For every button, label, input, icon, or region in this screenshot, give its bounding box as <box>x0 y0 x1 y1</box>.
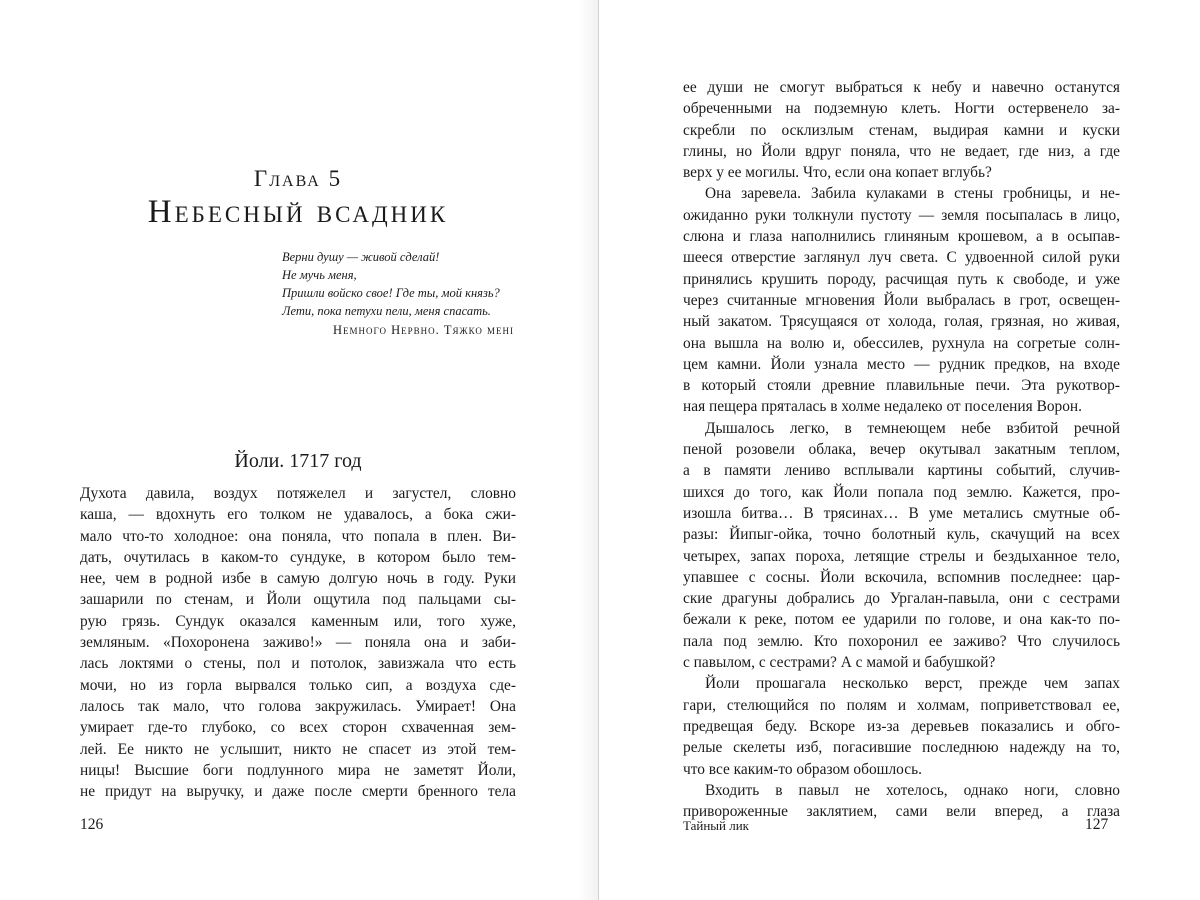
text-line: бежали к реке, потом ее ударили по голове, и она как-то по- <box>683 611 1120 629</box>
text-line: а в памяти лениво всплывали картины событий, случив- <box>683 462 1120 480</box>
text-line: лей. Ее никто не услышит, никто не спасет из этой тем- <box>80 740 516 758</box>
text-line: земляным. «Похоронена заживо!» — поняла она и заби- <box>80 634 516 652</box>
text-line: лась локтями о стены, пол и потолок, завизжала что есть <box>80 655 516 673</box>
left-page <box>0 0 598 900</box>
epigraph <box>282 248 514 339</box>
text-line: упавшее с сосны. Йоли вскочила, вспомнив последнее: цар- <box>683 568 1120 586</box>
text-line: Дышалось легко, в темнеющем небе взбитой речной <box>705 419 1120 437</box>
text-line: Духота давила, воздух потяжелел и загустел, словно <box>80 485 516 502</box>
chapter-title: Небесный всадник <box>147 194 449 230</box>
text-line: обреченными на подземную клеть. Ногти остервенело за- <box>683 100 1120 118</box>
text-line: через считанные мгновения Йоли выбралась в грот, освещен- <box>683 291 1120 309</box>
epigraph-line: Верни душу — живой сделай! <box>282 250 440 264</box>
text-line: что все каким-то образом обошлось. <box>683 760 922 778</box>
page-number-left: 126 <box>80 816 104 833</box>
text-line: принялись крушить породу, расчищая путь к свободе, и уже <box>683 270 1120 288</box>
text-line: рую грязь. Сундук оказался каменным или, того хуже, <box>80 612 516 630</box>
chapter-number: Глава 5 <box>253 166 343 191</box>
text-line: пала под землю. Кто похоронил ее заживо? Что случилось <box>683 632 1120 650</box>
text-line: каша, — вдохнуть его толком не удавалось, а бока сжи- <box>80 506 516 524</box>
running-head: Тайный лик <box>683 818 750 833</box>
text-line: гари, стелющийся по полям и холмам, поприветствовал ее, <box>683 696 1120 714</box>
text-line: дать, очутилась в каком-то сундуке, в котором было тем- <box>80 548 516 566</box>
text-line: шееся отверстие заглянул луч света. С удвоенной силой руки <box>683 249 1120 267</box>
text-line: четырех, запах пороха, летящие стрелы и бездыханное тело, <box>683 547 1120 565</box>
page-number-right: 127 <box>1085 816 1109 833</box>
text-line: изошла битва… В трясинах… В уме метались смутные об- <box>683 504 1120 522</box>
text-line: глины, но Йоли вдруг поняла, что не ведает, где низ, а где <box>683 142 1120 160</box>
text-line: ный закатом. Трясущаяся от холода, голая, грязная, но живая, <box>683 313 1120 331</box>
text-line: предвещая беду. Вскоре из-за деревьев показались и обго- <box>683 717 1120 735</box>
epigraph-line: Не мучь меня, <box>282 268 357 282</box>
text-line: шихся до того, как Йоли попала под землю. Кажется, про- <box>683 483 1120 501</box>
text-line: ские драгуны добрались до Ургалан-павыла, они с сестрами <box>683 590 1120 608</box>
gutter-divider <box>598 0 599 900</box>
text-line: слюна и глаза наполнились глиняным крошевом, а в осыпав- <box>683 228 1120 246</box>
text-line: Входить в павыл не хотелось, однако ноги, словно <box>705 781 1120 799</box>
gutter-shadow <box>578 0 598 900</box>
right-body-text <box>683 77 1120 822</box>
epigraph-source: Немного Нервно. Тяжко мені <box>332 323 514 337</box>
text-line: верх у ее могилы. Что, если она копает вглубь? <box>683 164 992 182</box>
text-line: умирает где-то глубоко, со всех сторон схваченная зем- <box>80 719 516 737</box>
text-line: пеной розовели облака, вечер окутывал закатным теплом, <box>683 441 1120 459</box>
text-line: Она заревела. Забила кулаками в стены гробницы, и не- <box>705 185 1120 203</box>
epigraph-line: Лети, пока петухи пели, меня спасать. <box>282 304 491 318</box>
text-line: цем камни. Йоли узнала место — рудник предков, на входе <box>683 355 1120 373</box>
text-line: она вышла на волю и, обессилев, рухнула на согретые солн- <box>683 334 1120 352</box>
text-line: нее, чем в родной избе в самую долгую ночь в году. Руки <box>80 570 516 588</box>
epigraph-line: Пришли войско свое! Где ты, мой князь? <box>282 286 500 300</box>
text-line: в который стояли древние плавильные печи. Эта рукотвор- <box>683 377 1120 395</box>
text-line: лалось так мало, что голова закружилась. Умирает! Она <box>80 697 516 715</box>
text-line: ная пещера пряталась в холме недалеко от поселения Ворон. <box>683 398 1083 416</box>
text-line: скребли по осклизлым стенам, выдирая камни и куски <box>683 121 1120 139</box>
text-line: ее души не смогут выбраться к небу и навечно останутся <box>683 79 1120 96</box>
text-line: привороженные заклятием, сами вели вперед, а глаза <box>683 803 1120 821</box>
text-line: мало что-то холодное: она поняла, что попала в плен. Ви- <box>80 527 516 545</box>
text-line: релые скелеты изб, погасившие последнюю надежду на то, <box>683 739 1120 757</box>
text-line: не придут на выручку, и даже после смерти бренного тела <box>80 783 516 801</box>
text-line: зашарили по стенам, и Йоли ощутила под пальцами сы- <box>80 591 516 609</box>
text-line: ожиданно руки толкнули пустоту — земля посыпалась в лицо, <box>683 206 1120 224</box>
left-body-text <box>80 483 516 802</box>
text-line: Йоли прошагала несколько верст, прежде чем запах <box>705 675 1120 693</box>
text-line: мочи, но из горла вырвался только сип, а воздуха сде- <box>80 676 516 694</box>
text-line: разы: Йипыг-ойка, точно болотный куль, скачущий на всех <box>683 526 1120 544</box>
text-line: ницы! Высшие боги подлунного мира не заметят Йоли, <box>80 761 516 779</box>
text-line: с павылом, с сестрами? А с мамой и бабушкой? <box>683 654 996 672</box>
section-title: Йоли. 1717 год <box>234 450 362 472</box>
